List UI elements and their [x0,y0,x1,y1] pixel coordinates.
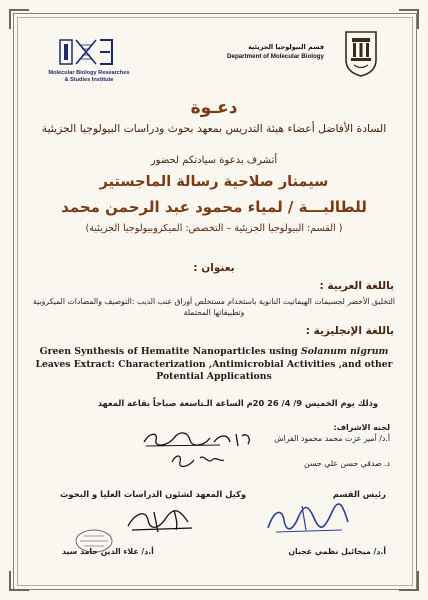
institute-name: Molecular Biology Researches & Studies Institute [48,70,130,83]
supervision-committee-title: لجنه الاشراف: [333,423,390,432]
supervisor-2-name: د. صدقي حسن علي حسن [304,459,390,468]
event-title: سيمنار صلاحية رسالة الماجستير [99,174,329,190]
signature-supervisor-1 [140,428,260,450]
signature-vice-dean [118,504,198,536]
department-name-ar: قسم البيولوجيا الجزيئية [248,43,324,51]
corner-ornament [9,571,29,591]
signature-department-head [262,500,354,538]
corner-ornament [9,9,29,29]
english-title-heading: باللغة الإنجليزية : [305,325,394,337]
university-crest-logo [342,30,380,78]
date-time-line: وذلك يوم الخميس 9/ 4/ 26 20م الساعة الـتاسعة صباحاً بقاعة المعهد [97,398,378,408]
vice-dean-name: أ.د/ علاء الدين حامد سيد [62,547,154,556]
english-title-species: Solanum nigrum [300,346,389,357]
english-thesis-title [26,346,402,384]
department-name-en: Department of Molecular Biology [227,53,324,60]
vice-dean-role: وكيل المعهد لشئون الدراسات العليا و البحوث [60,489,247,499]
arabic-title-heading: باللغة العربية : [319,280,394,292]
student-name: للطالبـــة / لمياء محمود عبد الرحمن محمد [61,198,367,216]
invite-line: أتشرف بدعوة سيادتكم لحضور [150,155,278,166]
corner-ornament [399,9,419,29]
arabic-thesis-title: التخليق الأخضر لجسيمات الهيماتيت النانوية باستخدام مستخلص أوراق عنب الديب :التوصيف والمضادات الميكروبية وتطبيقاتها المحتملة [33,297,395,317]
signature-supervisor-2 [168,452,228,468]
institute-logo [58,36,114,68]
addressees-line: السادة الأفاضل أعضاء هيئة التدريس بمعهد بحوث ودراسات البيولوجيا الجزيئية [41,122,387,135]
corner-ornament [399,571,419,591]
supervisor-1-name: أ.د/ أمير عزت محمد محمود الفراش [274,434,390,443]
department-head-name: أ.د/ ميخائيل نظمي عجبان [288,547,386,556]
invitation-title: دعـوة [190,98,238,118]
department-head-role: رئيس القسم [332,489,386,499]
english-title-part2: Leaves Extract: Characterization ,Antimicrobial Activities ,and other Potential Applications [35,358,393,382]
titled-label: بعنوان : [193,262,235,274]
english-title-part1: Green Synthesis of Hematite Nanoparticles using [39,346,301,357]
department-specialty: ( القسم: البيولوجيا الجزيئية – التخصص: الميكروبيولوجيا الجزيئية) [85,223,343,234]
